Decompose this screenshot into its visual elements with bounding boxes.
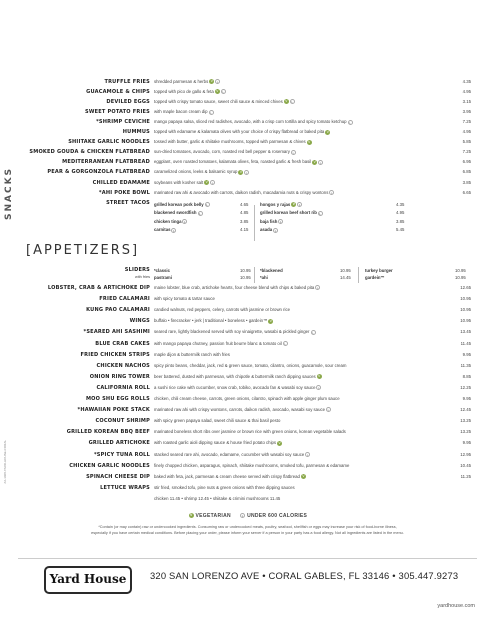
description-text: marinated boneless short ribs over jasmine or brown rice with green onions, korean vegetable salads: [154, 429, 346, 435]
description-text: sun-dried tomatoes, avocado, corn, roasted red bell pepper & rosemary: [154, 149, 290, 155]
taco-name: carnitas: [154, 227, 171, 233]
menu-item: [0, 339, 495, 349]
item-name: SWEET POTATO FRIES: [85, 109, 150, 116]
menu-item: [0, 327, 495, 337]
item-name: GRILLED KOREAN BBQ BEEF: [66, 429, 150, 436]
item-description: [154, 178, 215, 188]
section-title-appetizers: [APPETIZERS]: [26, 243, 140, 258]
slider-option: pastrami: [154, 275, 172, 280]
slider-divider: [254, 267, 255, 283]
item-description: [154, 450, 310, 460]
item-description: [154, 427, 346, 437]
item-description: [154, 472, 306, 482]
vegetarian-icon: V: [313, 159, 316, 164]
description-text: topped with edamame & kalamata olives with your choice of crispy flatbread or baked pita: [154, 129, 325, 135]
sliders-subtitle: with fries: [135, 275, 150, 279]
description-text: with roasted garlic aioli dipping sauce & house fried potato chips: [154, 440, 277, 446]
item-name: HUMMUS: [122, 129, 150, 136]
slider-price: 14.45: [340, 275, 351, 280]
menu-item: [0, 283, 495, 293]
description-text: caramelized onions, leeks & balsamic syrup: [154, 169, 238, 175]
taco-option: [260, 210, 323, 216]
vegetarian-icon: V: [326, 129, 329, 134]
menu-item: [0, 405, 495, 415]
calorie-icon: L: [241, 514, 244, 519]
item-description: [154, 316, 273, 326]
slider-option: gardein™: [365, 275, 385, 280]
description-text: a sushi rice cake with cucumber, snow crab, tobiko, avocado fan & wasabi soy sauce: [154, 384, 316, 390]
item-price: 7.25: [462, 149, 471, 155]
menu-item: [0, 137, 495, 147]
slider-price: 10.95: [455, 268, 466, 273]
taco-name: grilled korean beef short rib: [260, 210, 317, 216]
calorie-icon: L: [210, 110, 212, 115]
description-text: candied walnuts, red peppers, celery, carrots with jasmine or brown rice: [154, 307, 291, 313]
menu-item: [0, 350, 495, 360]
legend-vegetarian: VEGETARIAN: [195, 513, 231, 519]
calorie-icon: L: [331, 190, 333, 195]
taco-price: 4.35: [396, 202, 405, 207]
menu-item: [0, 394, 495, 404]
item-name: ONION RING TOWER: [89, 373, 150, 380]
calorie-icon: L: [327, 408, 330, 413]
item-price: 12.65: [460, 285, 471, 290]
item-description: [154, 97, 295, 107]
calorie-icon: L: [319, 160, 322, 165]
description-text: buffalo • firecracker • jerk | traditional • boneless • gardein™: [154, 318, 268, 324]
vegetarian-icon: V: [278, 440, 281, 445]
item-price: 4.95: [462, 89, 471, 95]
item-price: 6.85: [462, 169, 471, 175]
menu-item: [0, 127, 495, 137]
vegetarian-icon: V: [205, 179, 208, 184]
tacos-divider: [254, 205, 255, 241]
slider-option: *ahi: [260, 275, 268, 280]
item-description: [154, 416, 280, 426]
item-price: 9.95: [462, 351, 471, 357]
item-name: *AHI POKE BOWL: [98, 189, 150, 196]
item-name: WINGS: [129, 318, 150, 325]
menu-item: [0, 372, 495, 382]
vegetarian-icon: V: [292, 202, 295, 207]
description-text: stir fried, smoked tofu, pine nuts & green onions with three dipping sauces: [154, 484, 295, 490]
item-price: 11.25: [460, 473, 471, 479]
description-text: soybeans with kosher salt: [154, 179, 204, 185]
print-code: ZA-1408-YARD-HOUSE-CORAL: [3, 440, 7, 484]
menu-item: [0, 361, 495, 371]
description-text: marinated raw ahi & avocado with carrots, daikon radish, macadamia nuts & crispy wontons: [154, 189, 329, 195]
calorie-icon: L: [216, 80, 219, 85]
yard-house-logo: Yard House: [44, 566, 132, 594]
item-description: [154, 350, 230, 360]
item-description: [154, 383, 321, 393]
menu-item: [0, 87, 495, 97]
item-description: [154, 157, 323, 167]
menu-item: [0, 107, 495, 117]
item-name: FRIED CHICKEN STRIPS: [80, 351, 150, 358]
calorie-icon: L: [206, 203, 209, 208]
menu-item: [0, 427, 495, 437]
legend: [0, 513, 495, 519]
menu-item: [0, 483, 495, 493]
calorie-icon: L: [292, 150, 295, 155]
taco-price: 3.85: [396, 218, 405, 224]
menu-item: [0, 305, 495, 315]
vegetarian-icon: V: [302, 474, 305, 479]
item-price: 10.95: [460, 318, 471, 324]
taco-name: hongos y rajas: [260, 202, 291, 207]
slider-option: turkey burger: [365, 268, 393, 273]
menu-item: [0, 97, 495, 107]
item-description: [154, 361, 347, 371]
item-description: [154, 147, 296, 157]
item-price: 12.45: [460, 407, 471, 413]
taco-option: [154, 219, 187, 225]
description-text: maine lobster, blue crab, artichoke hearts, four cheese blend with chips & baked pita: [154, 285, 315, 290]
item-name: SPINACH CHEESE DIP: [86, 473, 150, 480]
menu-item: [0, 472, 495, 482]
vegetarian-icon: V: [285, 99, 288, 104]
item-price: 3.15: [462, 99, 471, 105]
item-price: 8.85: [462, 373, 471, 379]
item-price: 3.85: [462, 179, 471, 185]
item-description: [154, 87, 226, 97]
calorie-icon: L: [199, 211, 201, 216]
taco-price: 4.85: [240, 210, 249, 216]
item-name: LETTUCE WRAPS: [100, 484, 150, 491]
sliders-name: SLIDERS: [124, 267, 150, 273]
item-name: COCONUT SHRIMP: [95, 418, 150, 425]
menu-item: [0, 438, 495, 448]
vegetarian-icon: V: [318, 374, 321, 379]
item-name: MEDITERRANEAN FLATBREAD: [62, 159, 150, 166]
calorie-icon: L: [318, 386, 320, 391]
item-price: 3.95: [462, 109, 471, 115]
item-price: 6.95: [462, 159, 471, 165]
slider-price: 10.95: [240, 275, 251, 280]
item-price: 4.35: [462, 79, 471, 84]
item-description: [154, 107, 214, 117]
legend-calories: UNDER 600 CALORIES: [247, 513, 308, 519]
slider-price: 10.95: [340, 268, 351, 273]
item-name: SHIITAKE GARLIC NOODLES: [68, 139, 150, 146]
footer-divider: [18, 558, 477, 559]
menu-item: [0, 77, 495, 87]
disclaimer: [10, 524, 485, 536]
lettuce-wrap-options: chicken 11.45 • shrimp 12.45 • shiitake & crimini mushrooms 11.45: [154, 496, 281, 501]
item-price: 12.25: [460, 384, 471, 390]
item-price: 10.45: [460, 462, 471, 468]
taco-option: [154, 210, 203, 216]
menu-item: [0, 147, 495, 157]
slider-price: 10.95: [240, 268, 251, 273]
description-text: with maple bacon cream dip: [154, 109, 208, 115]
description-text: stacked seared rare ahi, avocado, edamame, cucumber with wasabi soy sauce: [154, 451, 305, 457]
taco-price: 5.45: [396, 227, 405, 233]
taco-name: asada: [260, 227, 273, 233]
restaurant-address: 320 SAN LORENZO AVE • CORAL GABLES, FL 33146 • 305.447.9273: [150, 570, 459, 581]
website-link[interactable]: yardhouse.com: [437, 603, 475, 609]
item-description: [154, 438, 282, 448]
section-label-snacks: SNACKS: [4, 166, 14, 220]
item-name: GRILLED ARTICHOKE: [88, 440, 150, 447]
item-price: 6.65: [462, 189, 471, 195]
menu-item: [0, 117, 495, 127]
calorie-icon: L: [306, 452, 309, 457]
description-text: eggplant, oven roasted tomatoes, kalamata olives, feta, roasted garlic & fresh basil: [154, 159, 312, 165]
item-description: [154, 405, 331, 415]
calorie-icon: L: [274, 228, 277, 233]
item-price: 9.95: [462, 440, 471, 446]
calorie-icon: L: [184, 220, 186, 225]
item-price: 11.45: [460, 340, 471, 346]
item-name: SMOKED GOUDA & CHICKEN FLATBREAD: [29, 149, 150, 156]
item-name: *SHRIMP CEVICHE: [96, 119, 150, 126]
calorie-icon: L: [222, 90, 225, 95]
menu-item: [0, 316, 495, 326]
item-name: CHICKEN GARLIC NOODLES: [69, 462, 150, 469]
description-text: finely chopped chicken, asparagus, spinach, shiitake mushrooms, smoked tofu, parmesan & edamame: [154, 462, 350, 468]
item-description: [154, 117, 353, 127]
disclaimer-line-1: *Contain (or may contain) raw or undercooked ingredients. Consuming raw or undercooked meats, poultry, seafood, shellfish or eggs may increase your risk of food-borne illness,: [98, 525, 397, 529]
calorie-icon: L: [211, 180, 214, 185]
item-name: *HAWAIIAN POKE STACK: [77, 407, 150, 414]
vegetarian-icon: V: [269, 318, 273, 323]
taco-price: 4.65: [240, 202, 249, 207]
slider-divider: [358, 267, 359, 283]
description-text: marinated raw ahi with crispy wontons, carrots, daikon radish, avocado, wasabi soy sauce: [154, 407, 326, 413]
calorie-icon: L: [319, 211, 322, 216]
item-description: [154, 372, 322, 382]
item-description: [154, 283, 320, 293]
item-price: 12.95: [460, 451, 471, 457]
taco-name: grilled korean pork belly: [154, 202, 204, 207]
vegetarian-icon: V: [210, 79, 213, 84]
taco-option: [260, 219, 283, 225]
description-text: shredded parmesan & herbs: [154, 79, 209, 84]
item-name: CHILLED EDAMAME: [92, 179, 150, 186]
item-price: 13.25: [460, 429, 471, 435]
description-text: beer battered, dusted with parmesan, with chipotle & buttermilk ranch dipping sauces: [154, 373, 316, 379]
menu-item: [0, 294, 495, 304]
item-name: DEVILED EGGS: [106, 99, 150, 106]
item-price: 10.95: [460, 296, 471, 302]
item-description: [154, 305, 290, 315]
description-text: with spicy tomato & tartar sauce: [154, 296, 215, 302]
item-description: [154, 127, 330, 137]
item-name: CALIFORNIA ROLL: [96, 384, 150, 391]
taco-option: [260, 202, 302, 208]
item-description: [154, 137, 312, 147]
menu-item: [0, 461, 495, 471]
item-name: GUACAMOLE & CHIPS: [86, 89, 150, 96]
item-price: 13.45: [460, 329, 471, 335]
item-price: 10.95: [460, 307, 471, 313]
item-name: *SEARED AHI SASHIMI: [83, 329, 150, 336]
calorie-icon: L: [312, 330, 314, 335]
taco-option: [154, 227, 176, 233]
item-description: [154, 294, 215, 304]
description-text: with spicy green papaya salad, sweet chili sauce & thai basil pesto: [154, 418, 281, 424]
calorie-icon: L: [316, 286, 319, 291]
menu-item: [0, 157, 495, 167]
description-text: chicken, chili cream cheese, carrots, green onions, cilantro, spinach with apple ginger plum sauce: [154, 396, 340, 401]
disclaimer-line-2: especially if you have certain medical conditions. Before placing your order, please inform your server if a person in your party has a food allergy. Not all ingredients are listed in the menu.: [91, 531, 404, 535]
item-name: *SPICY TUNA ROLL: [93, 451, 150, 458]
item-price: 11.35: [460, 362, 471, 368]
slider-price: 10.95: [455, 275, 466, 280]
taco-price: 3.85: [240, 218, 249, 224]
menu-item: [0, 450, 495, 460]
description-text: with mango papaya chutney, passion fruit beurre blanc & tomato oil: [154, 340, 282, 346]
description-text: topped with pico de gallo & feta: [154, 89, 214, 95]
item-description: [154, 483, 295, 493]
item-name: STREET TACOS: [106, 199, 150, 206]
calorie-icon: L: [291, 100, 294, 105]
slider-option: *blackened: [260, 268, 283, 273]
vegetarian-icon: V: [189, 513, 193, 518]
item-price: 5.85: [462, 139, 471, 145]
item-description: [154, 167, 249, 177]
vegetarian-icon: V: [307, 139, 311, 144]
item-name: KUNG PAO CALAMARI: [86, 307, 150, 314]
calorie-icon: L: [173, 228, 175, 233]
description-text: spicy pinto beans, cheddar, jack, red & green sauce, tomato, cilantro, onions, guacamole, sour cream: [154, 362, 347, 368]
item-price: 9.95: [462, 396, 471, 401]
item-name: BLUE CRAB CAKES: [95, 340, 150, 347]
taco-price: 4.15: [240, 227, 249, 233]
description-text: topped with crispy tomato sauce, sweet chili sauce & minced chives: [154, 99, 283, 105]
item-name: CHICKEN NACHOS: [96, 362, 150, 369]
item-description: [154, 77, 220, 87]
item-name: MOO SHU EGG ROLLS: [85, 396, 150, 402]
calorie-icon: L: [284, 341, 287, 346]
taco-option: [260, 227, 278, 233]
item-name: FRIED CALAMARI: [99, 296, 150, 303]
slider-option: *classic: [154, 268, 171, 273]
item-name: LOBSTER, CRAB & ARTICHOKE DIP: [47, 285, 150, 291]
item-price: 13.25: [460, 418, 471, 424]
menu-item: [0, 188, 495, 198]
description-text: tossed with butter, garlic & shiitake mushrooms, topped with parmesan & chives: [154, 139, 306, 145]
item-price: 7.25: [462, 119, 471, 125]
taco-price: 4.95: [396, 210, 405, 216]
description-text: baked with feta, jack, parmesan & cream cheese served with crispy flatbread: [154, 473, 300, 479]
item-name: TRUFFLE FRIES: [104, 79, 150, 85]
item-description: [154, 188, 334, 198]
description-text: maple dijon & buttermilk ranch with fries: [154, 351, 230, 357]
taco-name: chicken tinga: [154, 218, 182, 224]
item-price: 4.95: [462, 129, 471, 135]
item-description: [154, 394, 340, 404]
taco-name: baja fish: [260, 218, 278, 224]
vegetarian-icon: V: [239, 169, 243, 174]
item-description: [154, 339, 288, 349]
calorie-icon: L: [280, 220, 282, 225]
menu-item: [0, 416, 495, 426]
taco-option: [154, 202, 210, 208]
description-text: mango papaya salsa, sliced red radishes, avocado, with a crisp corn tortilla and spicy tomato ketchup: [154, 119, 347, 125]
item-description: [154, 461, 349, 471]
vegetarian-icon: V: [216, 89, 219, 94]
calorie-icon: L: [246, 170, 248, 175]
item-name: PEAR & GORGONZOLA FLATBREAD: [47, 169, 150, 176]
calorie-icon: L: [349, 120, 351, 125]
menu-item: [0, 167, 495, 177]
description-text: seared rare, lightly blackened served with soy vinaigrette, wasabi & pickled ginger: [154, 329, 310, 335]
calorie-icon: L: [298, 203, 301, 208]
taco-name: blackened swordfish: [154, 210, 197, 216]
menu-item: [0, 383, 495, 393]
menu-item: [0, 178, 495, 188]
item-description: [154, 327, 316, 337]
